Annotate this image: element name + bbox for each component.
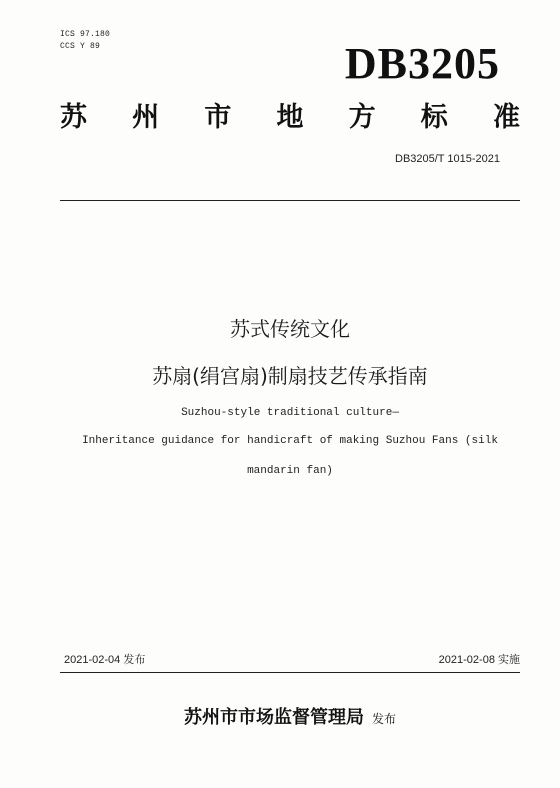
standard-code: DB3205 xyxy=(344,39,500,88)
standard-title-char: 市 xyxy=(204,102,232,133)
dates-row xyxy=(64,652,520,668)
publisher-name: 苏州市市场监督管理局 xyxy=(183,707,364,728)
publish-date: 2021-02-04 发布 xyxy=(64,654,146,666)
english-title-line-3: mandarin fan) xyxy=(247,465,333,477)
english-title-line-1: Suzhou-style traditional culture— xyxy=(181,407,399,419)
standard-title-char: 标 xyxy=(420,102,448,133)
implement-date: 2021-02-08 实施 xyxy=(438,654,520,666)
chinese-title-line-1: 苏式传统文化 xyxy=(230,317,350,341)
english-title-line-2: Inheritance guidance for handicraft of making Suzhou Fans (silk xyxy=(82,435,498,447)
standard-title-char: 准 xyxy=(492,102,520,133)
standard-type-title xyxy=(60,98,520,138)
standard-title-char: 地 xyxy=(276,102,304,133)
bottom-divider xyxy=(60,672,520,673)
issue-label: 发布 xyxy=(371,712,396,726)
standard-title-char: 方 xyxy=(348,102,376,133)
top-divider xyxy=(60,200,520,201)
chinese-title-line-2: 苏扇(绢宫扇)制扇技艺传承指南 xyxy=(152,364,428,388)
standard-title-char: 州 xyxy=(132,102,160,133)
publisher-line xyxy=(60,704,520,733)
standard-title-char: 苏 xyxy=(60,102,87,133)
ccs-code: CCS Y 89 xyxy=(60,42,101,51)
ics-code: ICS 97.180 xyxy=(60,30,111,39)
standard-number: DB3205/T 1015-2021 xyxy=(395,153,500,165)
classification-codes xyxy=(60,29,110,53)
